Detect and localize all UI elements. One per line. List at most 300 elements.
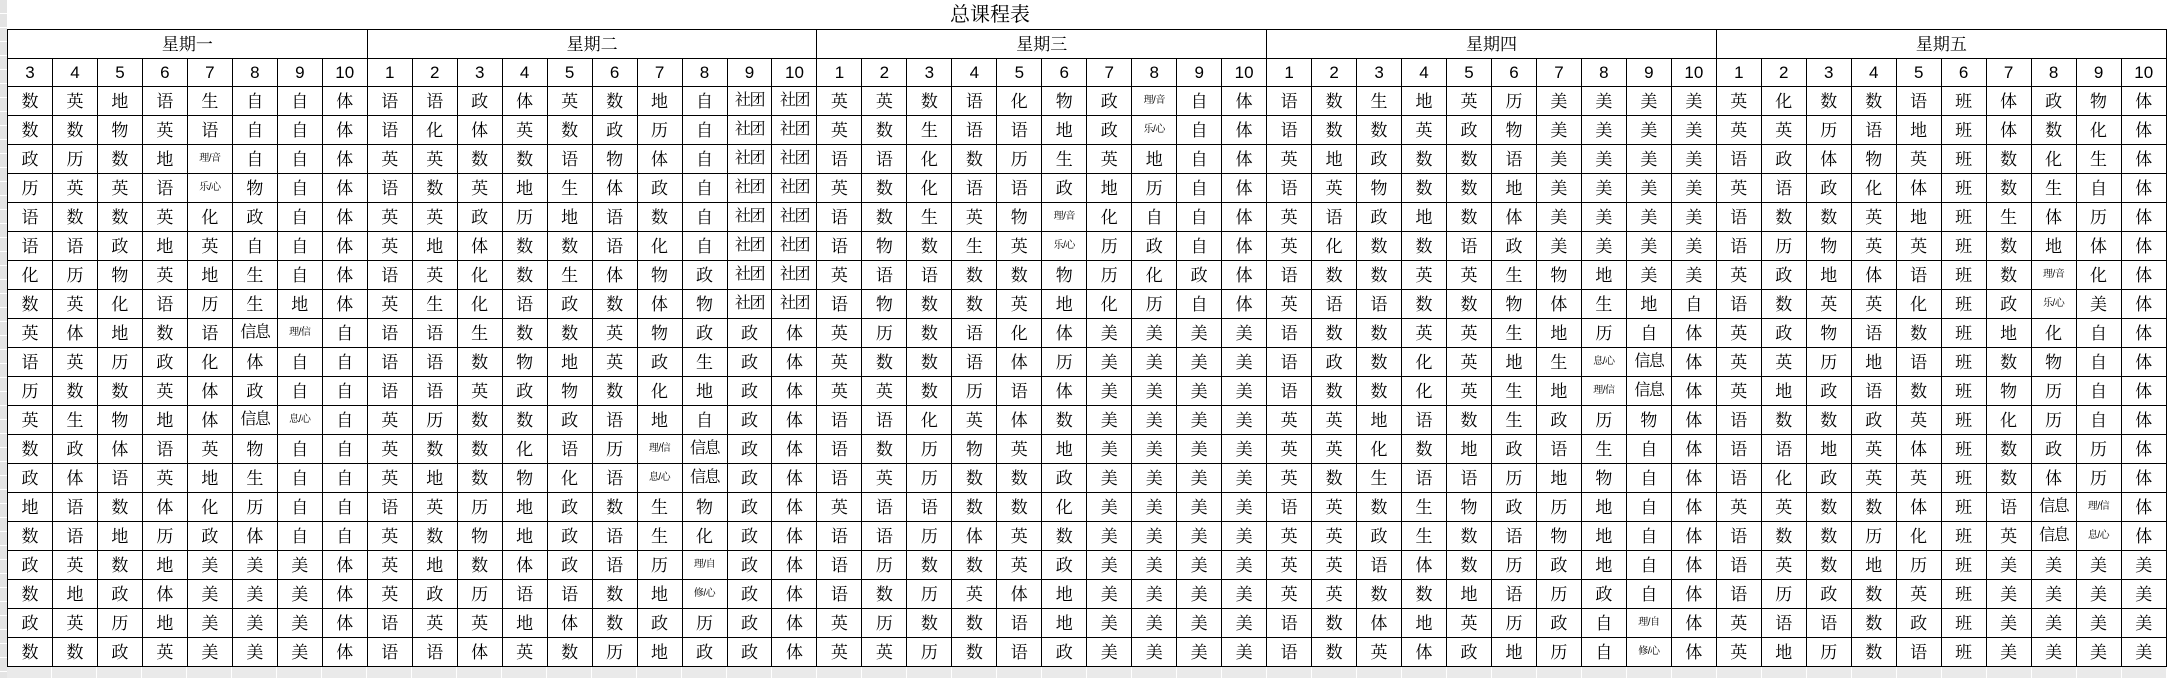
subject-cell[interactable]: 体: [2076, 232, 2121, 261]
subject-cell[interactable]: 信息: [2031, 522, 2076, 551]
subject-cell[interactable]: 语: [412, 87, 457, 116]
day-header-5[interactable]: 星期五: [1716, 30, 2166, 59]
subject-cell[interactable]: 美: [1222, 319, 1267, 348]
subject-cell[interactable]: 化: [187, 203, 232, 232]
subject-cell[interactable]: 历: [1491, 464, 1536, 493]
subject-cell[interactable]: 英: [817, 348, 862, 377]
subject-cell[interactable]: 英: [997, 232, 1042, 261]
subject-cell[interactable]: 语: [1716, 522, 1761, 551]
subject-cell[interactable]: 体: [547, 609, 592, 638]
subject-cell[interactable]: 数: [8, 116, 53, 145]
subject-cell[interactable]: 地: [637, 580, 682, 609]
subject-cell[interactable]: 化: [8, 261, 53, 290]
subject-cell[interactable]: 物: [1626, 406, 1671, 435]
subject-cell[interactable]: 英: [1716, 377, 1761, 406]
subject-cell[interactable]: 英: [1896, 464, 1941, 493]
subject-cell[interactable]: 历: [1491, 609, 1536, 638]
subject-cell[interactable]: 语: [367, 174, 412, 203]
subject-cell[interactable]: 自: [1626, 493, 1671, 522]
subject-cell[interactable]: 政: [1851, 406, 1896, 435]
subject-cell[interactable]: 体: [1402, 551, 1447, 580]
subject-cell[interactable]: 体: [1671, 580, 1716, 609]
subject-cell[interactable]: 数: [1761, 290, 1806, 319]
subject-cell[interactable]: 化: [1761, 87, 1806, 116]
subject-cell[interactable]: 政: [1447, 638, 1492, 667]
subject-cell[interactable]: 信息: [1626, 348, 1671, 377]
subject-cell[interactable]: 语: [142, 87, 187, 116]
subject-cell[interactable]: 政: [1806, 174, 1851, 203]
subject-cell[interactable]: 美: [1536, 116, 1581, 145]
subject-cell[interactable]: 美: [1177, 638, 1222, 667]
subject-cell[interactable]: 语: [1716, 290, 1761, 319]
subject-cell[interactable]: 英: [142, 377, 187, 406]
subject-cell[interactable]: 美: [1626, 116, 1671, 145]
subject-cell[interactable]: 英: [8, 406, 53, 435]
subject-cell[interactable]: 数: [1312, 116, 1357, 145]
subject-cell[interactable]: 英: [502, 638, 547, 667]
subject-cell[interactable]: 政: [412, 580, 457, 609]
subject-cell[interactable]: 美: [1132, 493, 1177, 522]
subject-cell[interactable]: 息/心: [637, 464, 682, 493]
day-header-4[interactable]: 星期四: [1267, 30, 1717, 59]
subject-cell[interactable]: 班: [1941, 203, 1986, 232]
subject-cell[interactable]: 体: [2121, 348, 2166, 377]
subject-cell[interactable]: 自: [1626, 580, 1671, 609]
subject-cell[interactable]: 语: [1716, 464, 1761, 493]
subject-cell[interactable]: 数: [1312, 377, 1357, 406]
subject-cell[interactable]: 地: [637, 638, 682, 667]
subject-cell[interactable]: 信息: [682, 435, 727, 464]
subject-cell[interactable]: 班: [1941, 609, 1986, 638]
period-header[interactable]: 10: [1222, 59, 1267, 87]
subject-cell[interactable]: 体: [1671, 319, 1716, 348]
subject-cell[interactable]: 地: [1042, 435, 1087, 464]
subject-cell[interactable]: 数: [8, 87, 53, 116]
subject-cell[interactable]: 语: [1267, 116, 1312, 145]
subject-cell[interactable]: 历: [232, 493, 277, 522]
subject-cell[interactable]: 英: [1761, 493, 1806, 522]
subject-cell[interactable]: 数: [997, 464, 1042, 493]
subject-cell[interactable]: 语: [817, 290, 862, 319]
subject-cell[interactable]: 语: [1716, 406, 1761, 435]
subject-cell[interactable]: 数: [547, 232, 592, 261]
subject-cell[interactable]: 英: [412, 609, 457, 638]
subject-cell[interactable]: 英: [817, 319, 862, 348]
subject-cell[interactable]: 英: [52, 551, 97, 580]
subject-cell[interactable]: 政: [52, 435, 97, 464]
subject-cell[interactable]: 地: [1491, 348, 1536, 377]
subject-cell[interactable]: 物: [862, 290, 907, 319]
period-header[interactable]: 2: [412, 59, 457, 87]
subject-cell[interactable]: 体: [2121, 406, 2166, 435]
period-header[interactable]: 8: [232, 59, 277, 87]
subject-cell[interactable]: 数: [997, 493, 1042, 522]
subject-cell[interactable]: 自: [1177, 116, 1222, 145]
subject-cell[interactable]: 地: [1491, 174, 1536, 203]
subject-cell[interactable]: 数: [862, 116, 907, 145]
subject-cell[interactable]: 英: [1761, 348, 1806, 377]
subject-cell[interactable]: 地: [1536, 377, 1581, 406]
subject-cell[interactable]: 自: [322, 464, 367, 493]
subject-cell[interactable]: 英: [142, 638, 187, 667]
subject-cell[interactable]: 历: [1761, 580, 1806, 609]
subject-cell[interactable]: 数: [412, 435, 457, 464]
subject-cell[interactable]: 物: [1536, 522, 1581, 551]
subject-cell[interactable]: 英: [367, 435, 412, 464]
subject-cell[interactable]: 体: [952, 522, 997, 551]
subject-cell[interactable]: 体: [592, 261, 637, 290]
subject-cell[interactable]: 语: [187, 116, 232, 145]
subject-cell[interactable]: 理/信: [2076, 493, 2121, 522]
subject-cell[interactable]: 数: [907, 377, 952, 406]
subject-cell[interactable]: 自: [1581, 638, 1626, 667]
subject-cell[interactable]: 历: [1581, 319, 1626, 348]
subject-cell[interactable]: 英: [1087, 145, 1132, 174]
subject-cell[interactable]: 地: [1896, 116, 1941, 145]
subject-cell[interactable]: 英: [1716, 638, 1761, 667]
subject-cell[interactable]: 社团: [727, 145, 772, 174]
subject-cell[interactable]: 社团: [772, 116, 817, 145]
subject-cell[interactable]: 社团: [727, 232, 772, 261]
subject-cell[interactable]: 语: [592, 406, 637, 435]
subject-cell[interactable]: 体: [1671, 406, 1716, 435]
subject-cell[interactable]: 英: [862, 377, 907, 406]
subject-cell[interactable]: 语: [1491, 580, 1536, 609]
subject-cell[interactable]: 语: [367, 493, 412, 522]
subject-cell[interactable]: 美: [232, 638, 277, 667]
subject-cell[interactable]: 地: [412, 551, 457, 580]
subject-cell[interactable]: 政: [547, 522, 592, 551]
subject-cell[interactable]: 自: [277, 435, 322, 464]
subject-cell[interactable]: 政: [2031, 87, 2076, 116]
subject-cell[interactable]: 数: [502, 232, 547, 261]
subject-cell[interactable]: 地: [412, 464, 457, 493]
subject-cell[interactable]: 政: [1761, 145, 1806, 174]
subject-cell[interactable]: 英: [1447, 319, 1492, 348]
subject-cell[interactable]: 物: [97, 261, 142, 290]
subject-cell[interactable]: 生: [1402, 493, 1447, 522]
subject-cell[interactable]: 社团: [727, 203, 772, 232]
subject-cell[interactable]: 化: [997, 319, 1042, 348]
subject-cell[interactable]: 地: [502, 174, 547, 203]
subject-cell[interactable]: 英: [1716, 493, 1761, 522]
subject-cell[interactable]: 语: [367, 261, 412, 290]
subject-cell[interactable]: 政: [727, 406, 772, 435]
subject-cell[interactable]: 语: [817, 406, 862, 435]
subject-cell[interactable]: 自: [1177, 203, 1222, 232]
subject-cell[interactable]: 英: [997, 290, 1042, 319]
subject-cell[interactable]: 自: [2076, 377, 2121, 406]
subject-cell[interactable]: 数: [907, 290, 952, 319]
subject-cell[interactable]: 体: [1671, 493, 1716, 522]
subject-cell[interactable]: 语: [1716, 435, 1761, 464]
subject-cell[interactable]: 英: [997, 522, 1042, 551]
subject-cell[interactable]: 体: [2031, 464, 2076, 493]
subject-cell[interactable]: 英: [367, 290, 412, 319]
subject-cell[interactable]: 美: [1177, 522, 1222, 551]
subject-cell[interactable]: 语: [1986, 493, 2031, 522]
subject-cell[interactable]: 英: [1357, 638, 1402, 667]
period-header[interactable]: 8: [2031, 59, 2076, 87]
subject-cell[interactable]: 历: [862, 551, 907, 580]
subject-cell[interactable]: 美: [1222, 609, 1267, 638]
subject-cell[interactable]: 体: [772, 609, 817, 638]
subject-cell[interactable]: 体: [1222, 145, 1267, 174]
subject-cell[interactable]: 物: [862, 232, 907, 261]
subject-cell[interactable]: 美: [2076, 551, 2121, 580]
subject-cell[interactable]: 语: [547, 580, 592, 609]
subject-cell[interactable]: 地: [1806, 261, 1851, 290]
subject-cell[interactable]: 数: [52, 203, 97, 232]
subject-cell[interactable]: 美: [1177, 406, 1222, 435]
subject-cell[interactable]: 生: [2076, 145, 2121, 174]
subject-cell[interactable]: 生: [1491, 319, 1536, 348]
subject-cell[interactable]: 英: [367, 522, 412, 551]
subject-cell[interactable]: 社团: [727, 261, 772, 290]
subject-cell[interactable]: 社团: [772, 203, 817, 232]
subject-cell[interactable]: 美: [1087, 551, 1132, 580]
subject-cell[interactable]: 政: [727, 493, 772, 522]
subject-cell[interactable]: 历: [187, 290, 232, 319]
subject-cell[interactable]: 体: [322, 290, 367, 319]
subject-cell[interactable]: 历: [1087, 261, 1132, 290]
subject-cell[interactable]: 英: [1716, 116, 1761, 145]
subject-cell[interactable]: 美: [232, 551, 277, 580]
subject-cell[interactable]: 美: [1132, 638, 1177, 667]
subject-cell[interactable]: 美: [1671, 261, 1716, 290]
subject-cell[interactable]: 语: [592, 464, 637, 493]
subject-cell[interactable]: 物: [1042, 87, 1087, 116]
subject-cell[interactable]: 班: [1941, 87, 1986, 116]
subject-cell[interactable]: 数: [52, 638, 97, 667]
subject-cell[interactable]: 历: [52, 261, 97, 290]
subject-cell[interactable]: 理/音: [1132, 87, 1177, 116]
subject-cell[interactable]: 物: [682, 493, 727, 522]
subject-cell[interactable]: 语: [142, 290, 187, 319]
subject-cell[interactable]: 理/信: [1581, 377, 1626, 406]
subject-cell[interactable]: 地: [1581, 522, 1626, 551]
subject-cell[interactable]: 政: [682, 638, 727, 667]
subject-cell[interactable]: 社团: [772, 87, 817, 116]
subject-cell[interactable]: 美: [1132, 551, 1177, 580]
subject-cell[interactable]: 历: [1536, 493, 1581, 522]
day-header-1[interactable]: 星期一: [8, 30, 368, 59]
subject-cell[interactable]: 地: [412, 232, 457, 261]
subject-cell[interactable]: 政: [1491, 232, 1536, 261]
subject-cell[interactable]: 语: [1402, 406, 1447, 435]
subject-cell[interactable]: 美: [1132, 580, 1177, 609]
subject-cell[interactable]: 美: [1581, 232, 1626, 261]
subject-cell[interactable]: 美: [1536, 145, 1581, 174]
subject-cell[interactable]: 美: [1671, 232, 1716, 261]
subject-cell[interactable]: 地: [1312, 145, 1357, 174]
subject-cell[interactable]: 语: [1267, 174, 1312, 203]
subject-cell[interactable]: 自: [1626, 551, 1671, 580]
subject-cell[interactable]: 体: [52, 319, 97, 348]
subject-cell[interactable]: 数: [412, 174, 457, 203]
period-header[interactable]: 8: [682, 59, 727, 87]
subject-cell[interactable]: 地: [682, 377, 727, 406]
subject-cell[interactable]: 体: [457, 116, 502, 145]
subject-cell[interactable]: 自: [682, 406, 727, 435]
subject-cell[interactable]: 自: [322, 377, 367, 406]
subject-cell[interactable]: 美: [1132, 609, 1177, 638]
subject-cell[interactable]: 数: [862, 174, 907, 203]
subject-cell[interactable]: 英: [142, 116, 187, 145]
subject-cell[interactable]: 体: [997, 580, 1042, 609]
subject-cell[interactable]: 体: [52, 464, 97, 493]
subject-cell[interactable]: 物: [1536, 261, 1581, 290]
subject-cell[interactable]: 美: [187, 580, 232, 609]
subject-cell[interactable]: 英: [8, 319, 53, 348]
subject-cell[interactable]: 语: [412, 319, 457, 348]
subject-cell[interactable]: 理/信: [277, 319, 322, 348]
subject-cell[interactable]: 体: [772, 406, 817, 435]
subject-cell[interactable]: 英: [457, 609, 502, 638]
subject-cell[interactable]: 政: [1357, 203, 1402, 232]
period-header[interactable]: 5: [1447, 59, 1492, 87]
subject-cell[interactable]: 数: [457, 435, 502, 464]
subject-cell[interactable]: 语: [1267, 377, 1312, 406]
subject-cell[interactable]: 自: [1177, 87, 1222, 116]
subject-cell[interactable]: 英: [1312, 580, 1357, 609]
subject-cell[interactable]: 自: [682, 116, 727, 145]
subject-cell[interactable]: 美: [1177, 435, 1222, 464]
subject-cell[interactable]: 生: [547, 174, 592, 203]
subject-cell[interactable]: 政: [1986, 290, 2031, 319]
subject-cell[interactable]: 数: [1312, 464, 1357, 493]
subject-cell[interactable]: 自: [1177, 174, 1222, 203]
subject-cell[interactable]: 英: [367, 203, 412, 232]
subject-cell[interactable]: 英: [1716, 87, 1761, 116]
period-header[interactable]: 10: [2121, 59, 2166, 87]
subject-cell[interactable]: 物: [637, 261, 682, 290]
subject-cell[interactable]: 修/心: [682, 580, 727, 609]
subject-cell[interactable]: 体: [1222, 174, 1267, 203]
subject-cell[interactable]: 信息: [2031, 493, 2076, 522]
subject-cell[interactable]: 美: [1222, 522, 1267, 551]
subject-cell[interactable]: 数: [1447, 406, 1492, 435]
subject-cell[interactable]: 体: [1357, 609, 1402, 638]
subject-cell[interactable]: 自: [322, 435, 367, 464]
subject-cell[interactable]: 体: [1896, 493, 1941, 522]
subject-cell[interactable]: 英: [52, 290, 97, 319]
subject-cell[interactable]: 数: [907, 609, 952, 638]
subject-cell[interactable]: 自: [1132, 203, 1177, 232]
subject-cell[interactable]: 美: [1671, 116, 1716, 145]
subject-cell[interactable]: 地: [1357, 406, 1402, 435]
subject-cell[interactable]: 语: [1716, 232, 1761, 261]
subject-cell[interactable]: 班: [1941, 435, 1986, 464]
subject-cell[interactable]: 物: [547, 377, 592, 406]
subject-cell[interactable]: 政: [1087, 87, 1132, 116]
period-header[interactable]: 3: [1357, 59, 1402, 87]
period-header[interactable]: 4: [52, 59, 97, 87]
subject-cell[interactable]: 历: [637, 551, 682, 580]
subject-cell[interactable]: 政: [502, 377, 547, 406]
subject-cell[interactable]: 英: [1447, 87, 1492, 116]
subject-cell[interactable]: 数: [1761, 203, 1806, 232]
subject-cell[interactable]: 政: [1042, 551, 1087, 580]
subject-cell[interactable]: 物: [1806, 232, 1851, 261]
period-header[interactable]: 1: [1267, 59, 1312, 87]
subject-cell[interactable]: 数: [457, 145, 502, 174]
subject-cell[interactable]: 地: [1581, 551, 1626, 580]
subject-cell[interactable]: 语: [952, 116, 997, 145]
subject-cell[interactable]: 语: [817, 580, 862, 609]
subject-cell[interactable]: 政: [8, 551, 53, 580]
subject-cell[interactable]: 美: [1177, 319, 1222, 348]
subject-cell[interactable]: 自: [682, 203, 727, 232]
subject-cell[interactable]: 生: [952, 232, 997, 261]
subject-cell[interactable]: 美: [1222, 638, 1267, 667]
subject-cell[interactable]: 历: [412, 406, 457, 435]
subject-cell[interactable]: 数: [8, 290, 53, 319]
subject-cell[interactable]: 美: [1177, 464, 1222, 493]
period-header[interactable]: 6: [1491, 59, 1536, 87]
subject-cell[interactable]: 美: [1581, 174, 1626, 203]
subject-cell[interactable]: 英: [367, 232, 412, 261]
subject-cell[interactable]: 体: [322, 580, 367, 609]
subject-cell[interactable]: 班: [1941, 638, 1986, 667]
subject-cell[interactable]: 英: [1267, 406, 1312, 435]
subject-cell[interactable]: 自: [277, 174, 322, 203]
period-header[interactable]: 6: [1941, 59, 1986, 87]
subject-cell[interactable]: 历: [1491, 551, 1536, 580]
subject-cell[interactable]: 英: [1312, 174, 1357, 203]
subject-cell[interactable]: 英: [862, 464, 907, 493]
period-header[interactable]: 5: [1896, 59, 1941, 87]
subject-cell[interactable]: 美: [1177, 377, 1222, 406]
subject-cell[interactable]: 英: [97, 174, 142, 203]
subject-cell[interactable]: 数: [8, 638, 53, 667]
subject-cell[interactable]: 地: [1761, 377, 1806, 406]
subject-cell[interactable]: 历: [907, 522, 952, 551]
period-header[interactable]: 2: [1761, 59, 1806, 87]
subject-cell[interactable]: 美: [2121, 580, 2166, 609]
subject-cell[interactable]: 语: [997, 609, 1042, 638]
subject-cell[interactable]: 英: [817, 377, 862, 406]
subject-cell[interactable]: 化: [1896, 290, 1941, 319]
subject-cell[interactable]: 数: [1312, 261, 1357, 290]
subject-cell[interactable]: 化: [547, 464, 592, 493]
subject-cell[interactable]: 美: [1087, 319, 1132, 348]
subject-cell[interactable]: 政: [1357, 145, 1402, 174]
subject-cell[interactable]: 自: [1626, 319, 1671, 348]
subject-cell[interactable]: 政: [1536, 609, 1581, 638]
subject-cell[interactable]: 政: [1087, 116, 1132, 145]
subject-cell[interactable]: 历: [997, 145, 1042, 174]
subject-cell[interactable]: 体: [772, 580, 817, 609]
subject-cell[interactable]: 地: [97, 87, 142, 116]
period-header[interactable]: 4: [1402, 59, 1447, 87]
subject-cell[interactable]: 数: [907, 348, 952, 377]
subject-cell[interactable]: 理/音: [2031, 261, 2076, 290]
subject-cell[interactable]: 英: [1447, 377, 1492, 406]
subject-cell[interactable]: 政: [727, 638, 772, 667]
subject-cell[interactable]: 英: [817, 609, 862, 638]
subject-cell[interactable]: 美: [1626, 203, 1671, 232]
subject-cell[interactable]: 历: [1536, 638, 1581, 667]
subject-cell[interactable]: 历: [592, 638, 637, 667]
subject-cell[interactable]: 数: [97, 145, 142, 174]
subject-cell[interactable]: 体: [772, 464, 817, 493]
subject-cell[interactable]: 美: [1581, 116, 1626, 145]
subject-cell[interactable]: 语: [997, 377, 1042, 406]
subject-cell[interactable]: 美: [1222, 493, 1267, 522]
subject-cell[interactable]: 数: [97, 203, 142, 232]
subject-cell[interactable]: 政: [682, 319, 727, 348]
